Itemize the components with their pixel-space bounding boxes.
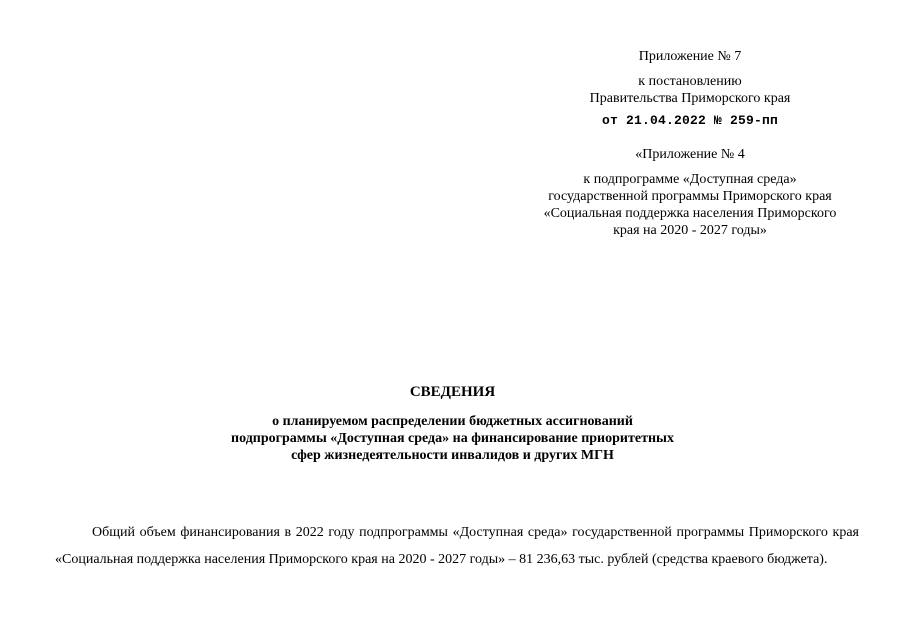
appendix-7-title: Приложение № 7 (638, 49, 742, 64)
to-resolution-text: к постановлению (638, 74, 742, 89)
document-title: СВЕДЕНИЯ (409, 384, 496, 400)
appendix-4-line-4: края на 2020 - 2027 годы» (613, 223, 767, 238)
government-text: Правительства Приморского края (589, 91, 791, 106)
document-subtitle (0, 413, 905, 464)
appendix-4-title: «Приложение № 4 (635, 147, 745, 162)
appendix-7-header (520, 48, 860, 107)
appendix-4-line-1: к подпрограмме «Доступная среда» (583, 172, 797, 187)
subtitle-line-1: о планируемом распределении бюджетных ассигнований (272, 414, 633, 429)
subtitle-line-2: подпрограммы «Доступная среда» на финансирование приоритетных (231, 431, 674, 446)
subtitle-line-3: сфер жизнедеятельности инвалидов и других МГН (291, 448, 614, 463)
resolution-date-number: от 21.04.2022 № 259-пп (601, 113, 779, 128)
body-paragraph: Общий объем финансирования в 2022 году подпрограммы «Доступная среда» государственной программы Приморского края «Социальная поддержка населения Приморского края на 2020 - 2027 годы» – 81 236,63 тыс. рублей (средства краевого бюджета). (55, 525, 859, 567)
appendix-4-line-3: «Социальная поддержка населения Приморского (543, 206, 837, 221)
appendix-4-header (520, 146, 860, 239)
appendix-4-line-2: государственной программы Приморского края (548, 189, 832, 204)
